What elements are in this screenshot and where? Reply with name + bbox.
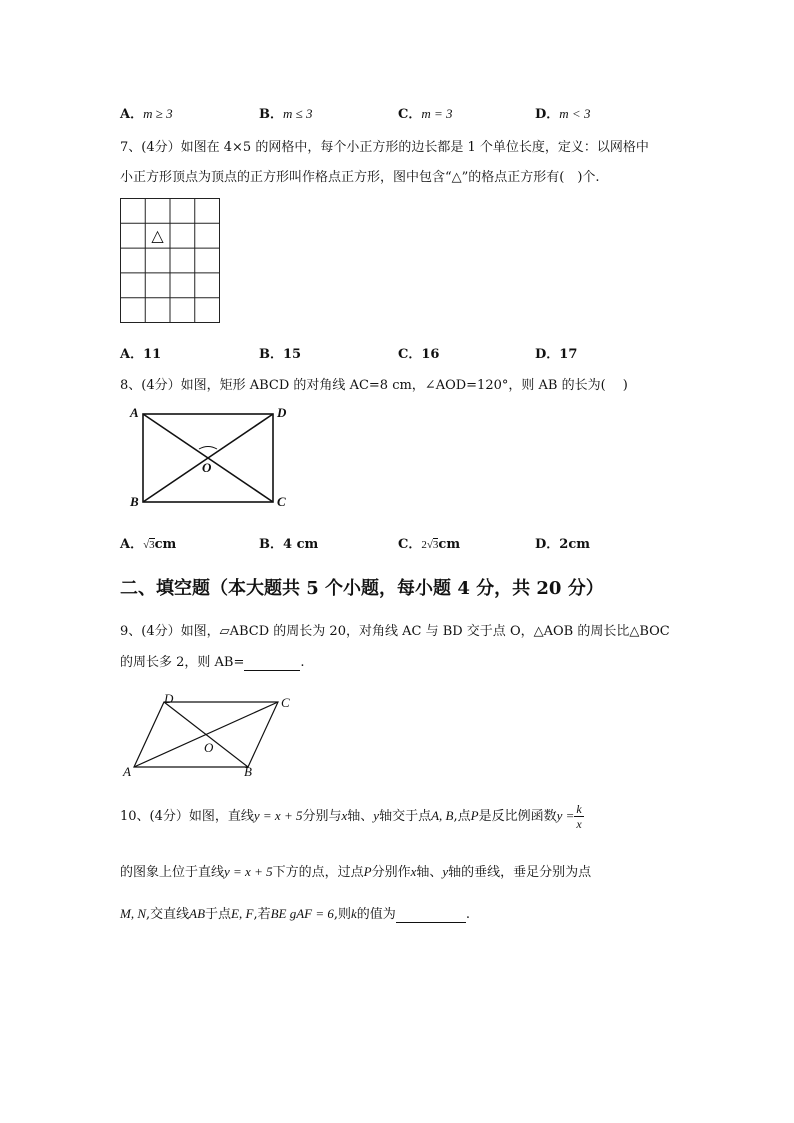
- svg-text:A: A: [130, 405, 139, 420]
- diagonal-bd: [164, 702, 248, 767]
- section-2-title: 二、填空题（本大题共 5 个小题，每小题 4 分，共 20 分）: [120, 578, 604, 599]
- svg-text:B: B: [244, 764, 252, 779]
- svg-text:C: C: [281, 695, 290, 710]
- q10-answer-blank[interactable]: [396, 907, 466, 923]
- fraction-k-over-x: $\frac{k}{x}$: [576, 802, 582, 831]
- q9-line-1: 9、(4分）如图，▱ABCD 的周长为 20，对角线 AC 与 BD 交于点 O，△AOB 的周长比△BOC: [120, 624, 670, 639]
- angle-aod-arc: [199, 447, 217, 450]
- q6-option-a: A．m ≥ 3: [120, 106, 173, 122]
- q8-rectangle-figure: [128, 402, 298, 510]
- q6-option-c: C．m = 3: [398, 106, 453, 122]
- q10-line-1: 10、(4分）如图，直线y = x + 5分别与x轴、y轴交于点A, B,点P是反比例函数y = $\frac{k}{x}$: [120, 802, 582, 831]
- triangle-marker: △: [151, 228, 164, 245]
- q8-option-d: D．2cm: [535, 537, 590, 552]
- svg-text:C: C: [277, 494, 286, 509]
- q8-option-c: C．2√3cm: [398, 537, 461, 552]
- q9-line-2: 的周长多 2，则 AB= .: [120, 655, 305, 670]
- q6-option-d: D．m < 3: [535, 106, 591, 122]
- q7-line-1: 7、(4分）如图在 4×5 的网格中，每个小正方形的边长都是 1 个单位长度，定义：以网格中: [120, 140, 649, 155]
- q7-option-d: D．17: [535, 347, 578, 362]
- svg-text:O: O: [204, 740, 214, 755]
- q9-answer-blank[interactable]: [244, 655, 300, 671]
- q8-line-1: 8、(4分）如图，矩形 ABCD 的对角线 AC=8 cm，∠AOD=120°，则 AB 的长为( ): [120, 378, 628, 393]
- q6-option-b: B．m ≤ 3: [259, 106, 313, 122]
- q9-parallelogram-figure: [120, 690, 300, 782]
- svg-text:A: A: [123, 764, 131, 779]
- q8-option-a: A．√3cm: [120, 537, 177, 552]
- q7-grid-figure: [120, 198, 221, 324]
- svg-text:D: D: [277, 405, 287, 420]
- svg-text:D: D: [164, 691, 174, 706]
- svg-text:B: B: [130, 494, 139, 509]
- q7-option-a: A．11: [120, 347, 162, 362]
- q8-option-b: B．4 cm: [259, 537, 319, 552]
- q10-line-2: 的图象上位于直线y = x + 5下方的点，过点P分别作x轴、y轴的垂线，垂足分别为点: [120, 864, 592, 880]
- q7-option-b: B．15: [259, 347, 302, 362]
- svg-text:O: O: [202, 460, 212, 475]
- q7-line-2: 小正方形顶点为顶点的正方形叫作格点正方形，图中包含“△”的格点正方形有( )个.: [120, 170, 600, 185]
- q7-option-c: C．16: [398, 347, 440, 362]
- q10-line-3: M, N,交直线AB于点E, F,若BE gAF = 6,则k的值为 .: [120, 906, 470, 922]
